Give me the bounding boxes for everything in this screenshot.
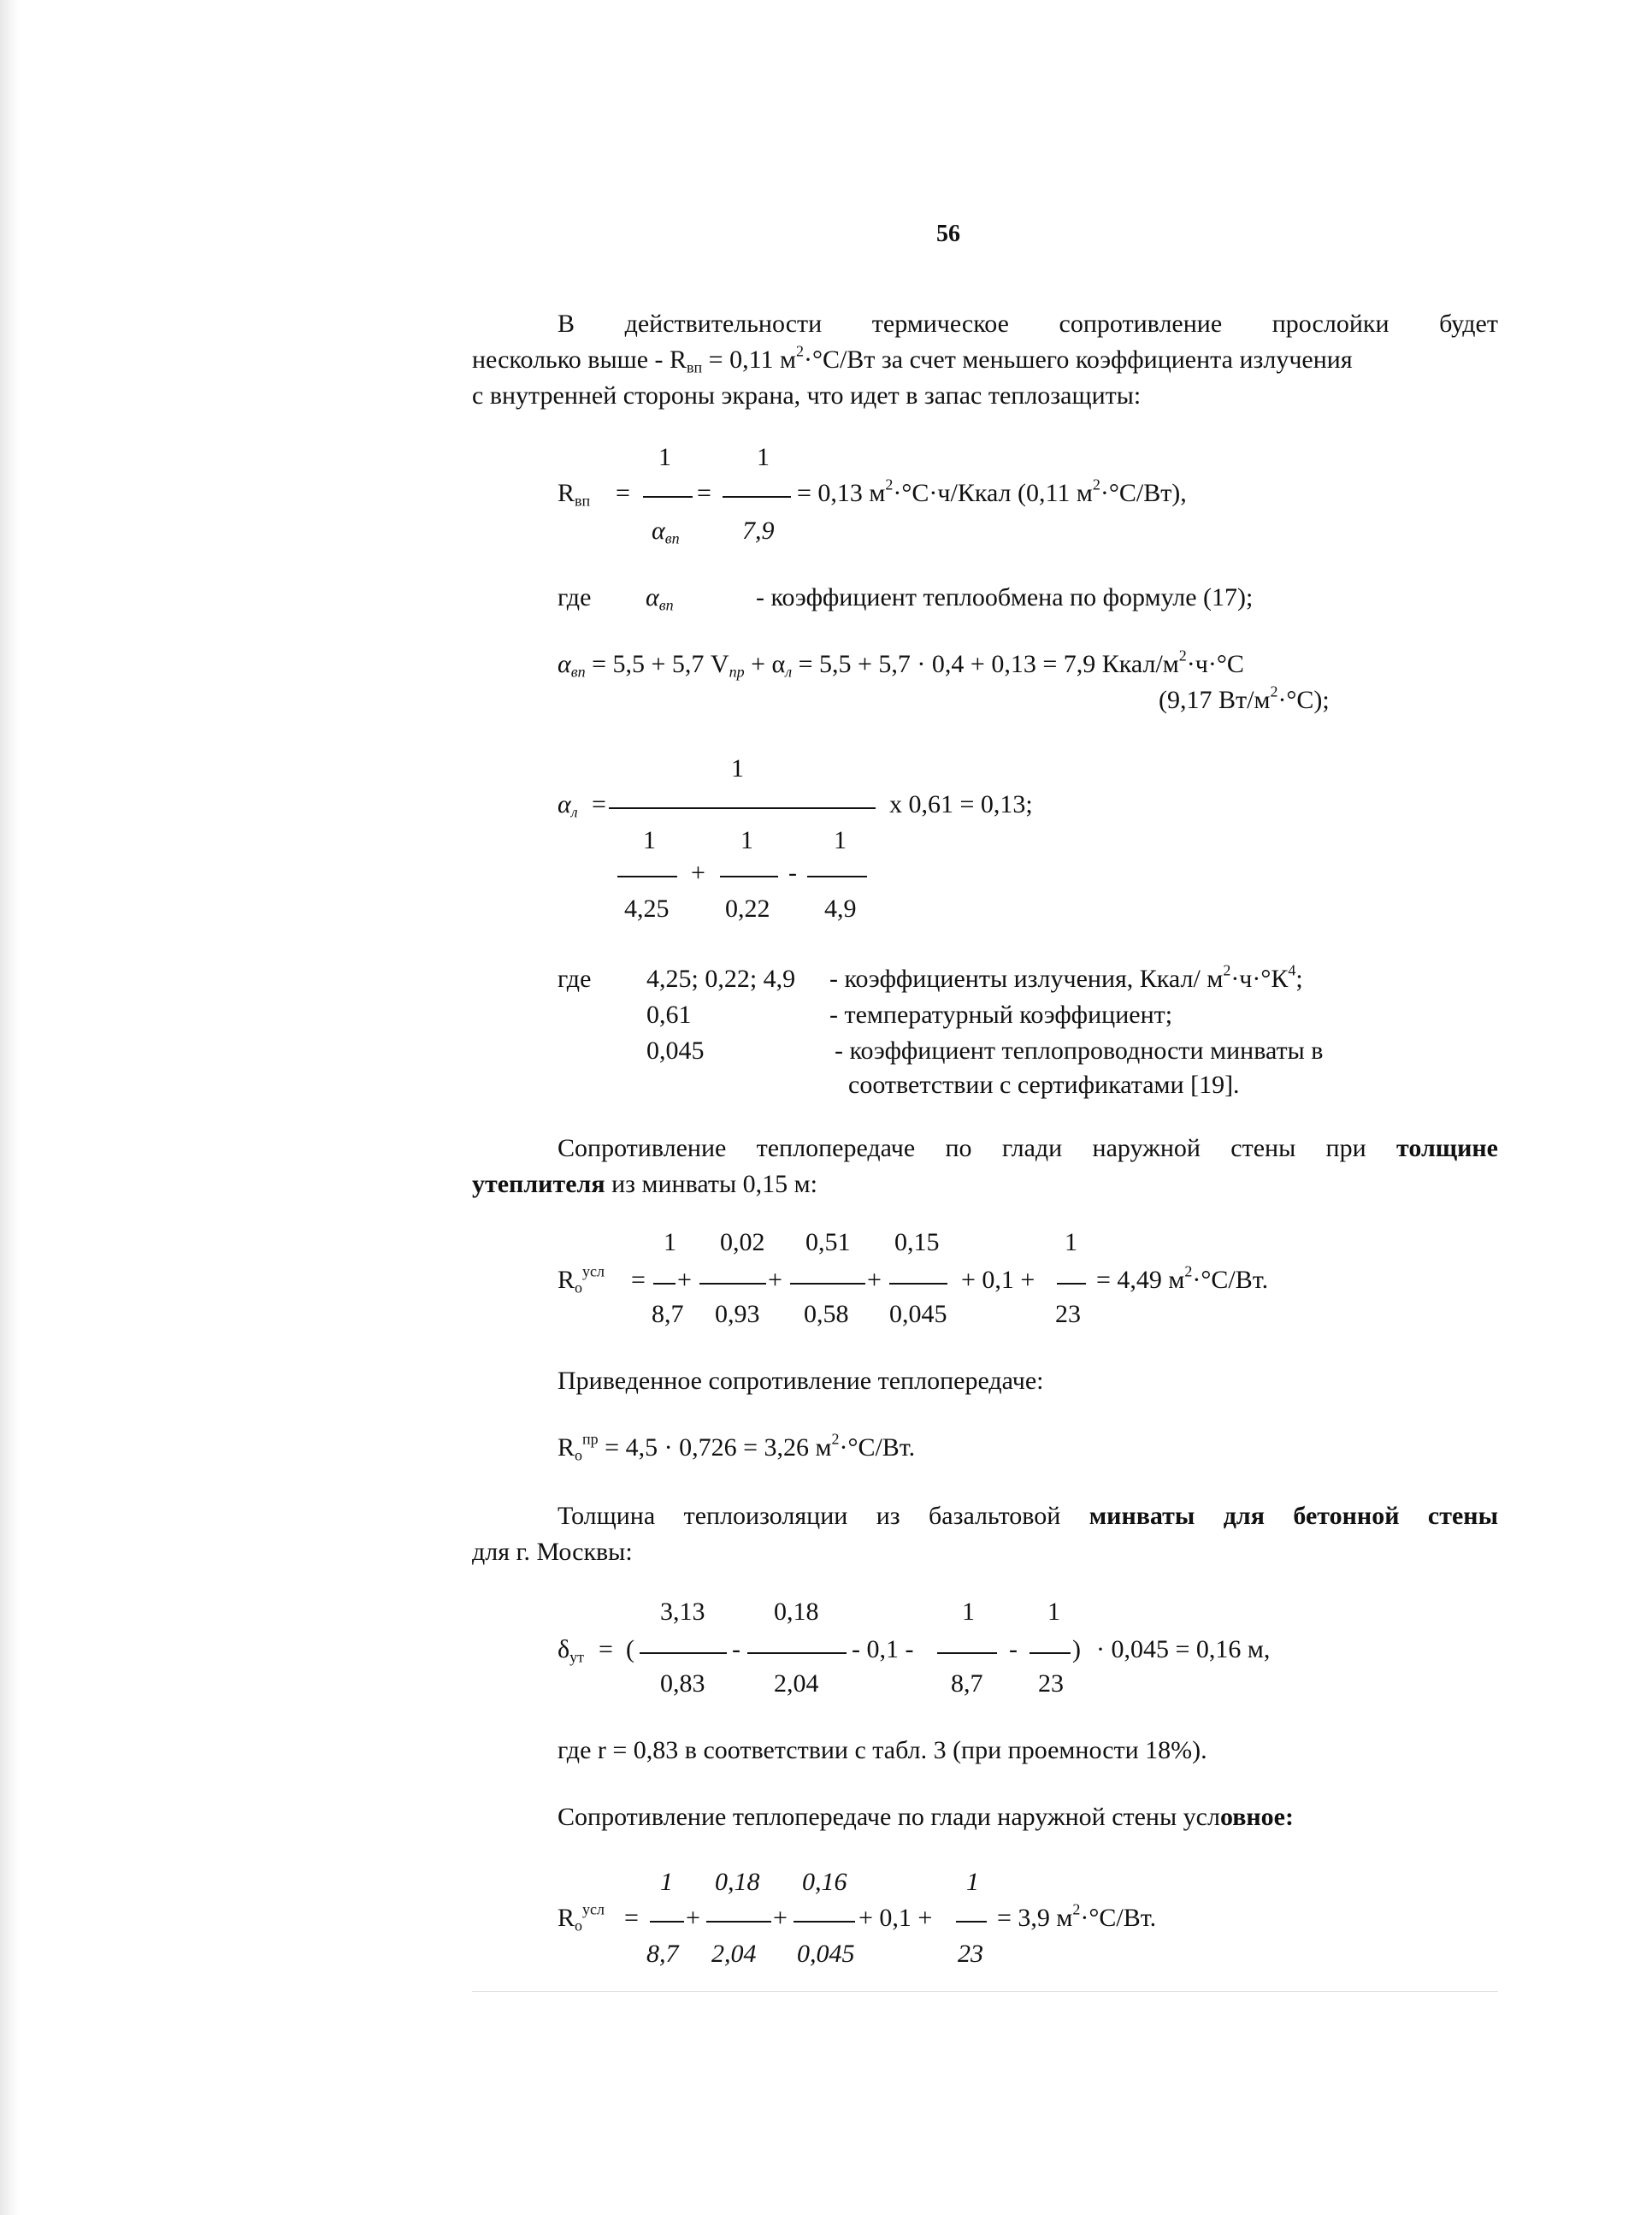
superscript: 2 xyxy=(1092,475,1100,493)
fraction-bar xyxy=(956,1921,987,1923)
eq1-rhs xyxy=(797,475,1187,509)
fraction-bar xyxy=(706,1921,771,1923)
eq-text: = 5,5 + 5,7 V xyxy=(585,650,729,678)
subscript: вп xyxy=(687,358,703,376)
page-divider xyxy=(472,1991,1498,1992)
eq6-denominator: 0,83 xyxy=(660,1669,705,1698)
eq1-denominator-2: 7,9 xyxy=(742,517,775,545)
eq7-denominator: 23 xyxy=(958,1940,983,1968)
symbol-r: R xyxy=(558,1904,575,1932)
eq7-denominator: 2,04 xyxy=(711,1940,757,1968)
eq-text: = 4,5 · 0,726 = 3,26 м xyxy=(598,1433,832,1462)
eq-text: = 3,9 м xyxy=(997,1904,1073,1932)
eq6-numerator: 1 xyxy=(962,1598,975,1626)
para2-line-2 xyxy=(472,1170,817,1200)
superscript: 2 xyxy=(885,475,894,493)
subscript: пр xyxy=(729,663,745,681)
subscript: вп xyxy=(575,492,591,510)
fraction-bar xyxy=(720,876,778,877)
where-row-2: - температурный коэффициент; xyxy=(829,1001,1173,1029)
equals-sign: = xyxy=(592,790,606,818)
symbol-delta: δ xyxy=(558,1635,570,1663)
fraction-bar-main xyxy=(609,807,876,809)
para-text-bold: утеплителя xyxy=(472,1170,605,1198)
eq6-numerator: 1 xyxy=(1047,1598,1060,1626)
fraction-bar xyxy=(889,1283,947,1285)
eq-text: (9,17 Вт/м xyxy=(1159,686,1271,714)
eq6-middle-term: - 0,1 - xyxy=(852,1635,914,1663)
eq-text: ·°С/Вт. xyxy=(1080,1904,1157,1932)
fraction-bar xyxy=(1030,1652,1071,1654)
superscript: 2 xyxy=(795,342,804,360)
eq7-numerator: 1 xyxy=(966,1868,979,1896)
plus-sign: + xyxy=(691,859,705,887)
eq3-rhs: х 0,61 = 0,13; xyxy=(889,790,1033,818)
fraction-bar xyxy=(653,1283,676,1285)
where-symbol: 0,045 xyxy=(646,1037,705,1065)
equals-sign: = xyxy=(616,479,630,507)
superscript: 2 xyxy=(1223,961,1231,979)
eq4-numerator: 0,15 xyxy=(894,1228,940,1256)
eq3-numerator: 1 xyxy=(731,754,744,783)
symbol-alpha: α xyxy=(646,583,659,611)
subscript: л xyxy=(570,803,578,821)
subscript: о xyxy=(575,1279,583,1297)
where-word: где xyxy=(558,583,592,611)
plus-sign: + xyxy=(867,1266,882,1294)
eq3-lhs xyxy=(558,790,578,820)
fraction-bar xyxy=(699,1283,766,1285)
eq7-numerator: 0,18 xyxy=(715,1868,760,1896)
paragraph-reduced-resistance: Приведенное сопротивление теплопередаче: xyxy=(558,1367,1044,1395)
eq6-lhs xyxy=(558,1635,584,1665)
para2-line-1 xyxy=(472,1134,1498,1164)
where-text: - коэффициенты излучения, Ккал/ м xyxy=(829,965,1224,993)
para-text: Сопротивление теплопередаче по глади наружной стены при xyxy=(558,1134,1396,1162)
eq4-lhs xyxy=(558,1262,605,1297)
eq6-denominator: 23 xyxy=(1038,1669,1064,1698)
symbol-r: R xyxy=(558,479,575,507)
eq1-denominator-1 xyxy=(652,517,680,546)
eq-text: = 4,49 м xyxy=(1096,1266,1185,1294)
where-description: - коэффициент теплообмена по формуле (17); xyxy=(756,583,1254,611)
eq3-sub-numerator-3: 1 xyxy=(834,826,847,854)
eq3-denominator-3: 4,9 xyxy=(824,895,857,923)
superscript: пр xyxy=(582,1430,599,1448)
eq-text: ·°С/Вт. xyxy=(1192,1266,1269,1294)
symbol-alpha: α xyxy=(558,650,571,678)
superscript: 4 xyxy=(1288,961,1296,979)
subscript: о xyxy=(575,1917,583,1934)
eq7-middle-term: + 0,1 + xyxy=(858,1904,933,1932)
eq-text: ·°С/Вт), xyxy=(1100,479,1187,507)
where-text: ·ч·°К xyxy=(1230,965,1289,993)
eq6-numerator: 3,13 xyxy=(660,1598,705,1626)
eq4-numerator: 0,02 xyxy=(720,1228,765,1256)
fraction-bar xyxy=(723,496,791,498)
plus-sign: + xyxy=(686,1904,700,1932)
eq4-rhs xyxy=(1096,1262,1269,1296)
intro-line-3: с внутренней стороны экрана, что идет в запас теплозащиты: xyxy=(472,381,1142,410)
page-number: 56 xyxy=(936,221,960,247)
equals-sign: = xyxy=(631,1266,646,1294)
para2-line-1-text xyxy=(472,1134,1498,1164)
minus-sign: - xyxy=(732,1635,740,1663)
equals-sign: = xyxy=(697,479,711,507)
para-text: из минваты 0,15 м: xyxy=(605,1170,817,1198)
fraction-bar xyxy=(937,1652,997,1654)
eq1-lhs xyxy=(558,479,590,509)
subscript: л xyxy=(785,663,793,681)
eq3-denominator-2: 0,22 xyxy=(725,895,770,923)
intro-text: несколько выше - R xyxy=(472,346,687,374)
eq4-denominator: 0,93 xyxy=(715,1300,760,1328)
eq3-sub-numerator-2: 1 xyxy=(740,826,753,854)
symbol-alpha: α xyxy=(652,517,665,545)
eq-text: ·°С/Вт. xyxy=(839,1433,916,1462)
eq-text: = 0,13 м xyxy=(797,479,886,507)
symbol-r: R xyxy=(558,1433,575,1462)
intro-text: ·°С/Вт за счет меньшего коэффициента излучения xyxy=(803,346,1353,374)
where-word: где xyxy=(558,965,592,993)
where-symbol: 4,25; 0,22; 4,9 xyxy=(646,965,796,993)
subscript: вп xyxy=(664,529,680,547)
superscript: 2 xyxy=(1270,682,1278,700)
eq7-denominator: 8,7 xyxy=(646,1940,679,1968)
superscript: усл xyxy=(582,1900,605,1918)
intro-line-2 xyxy=(472,342,1353,376)
eq4-numerator: 0,51 xyxy=(805,1228,851,1256)
plus-sign: + xyxy=(677,1266,692,1294)
para-text-bold: минваты xyxy=(1089,1502,1195,1530)
eq-text: = 5,5 + 5,7 · 0,4 + 0,13 = 7,9 Ккал/м xyxy=(792,650,1179,678)
plus-sign: + xyxy=(768,1266,782,1294)
fraction-bar xyxy=(650,1921,684,1923)
para4-line-2: для г. Москвы: xyxy=(472,1538,633,1566)
para-text-bold: для бетонной стены xyxy=(1223,1502,1498,1530)
minus-sign: - xyxy=(788,859,797,887)
symbol-alpha: α xyxy=(558,790,571,818)
eq4-numerator: 1 xyxy=(664,1228,676,1256)
fraction-bar xyxy=(807,876,867,877)
eq-text: ·°С·ч/Ккал (0,11 м xyxy=(893,479,1093,507)
eq6-denominator: 2,04 xyxy=(774,1669,819,1698)
symbol-r: R xyxy=(558,1266,575,1294)
scan-edge-shadow xyxy=(0,0,19,2215)
eq6-numerator: 0,18 xyxy=(774,1598,819,1626)
para-text-bold: овное: xyxy=(1219,1803,1294,1831)
eq7-rhs xyxy=(997,1900,1157,1934)
eq7-numerator: 0,16 xyxy=(802,1868,847,1896)
para-text: Сопротивление теплопередаче по глади наружной стены усл xyxy=(558,1803,1220,1831)
eq4-denominator: 0,58 xyxy=(804,1300,849,1328)
eq4-middle-term: + 0,1 + xyxy=(961,1266,1035,1294)
para-text-bold: толщине xyxy=(1396,1134,1498,1162)
minus-sign: - xyxy=(1009,1635,1018,1663)
eq-text: + α xyxy=(744,650,786,678)
eq-text: ·°С); xyxy=(1277,686,1330,714)
equation-ro-pr xyxy=(558,1430,916,1464)
paragraph-conditional-resistance xyxy=(558,1803,1294,1833)
eq-text: ·ч·°С xyxy=(1186,650,1244,678)
where-row-1 xyxy=(829,961,1303,995)
subscript: вп xyxy=(658,596,674,614)
where-symbol xyxy=(646,583,674,613)
intro-line-1-text: В действительности термическое сопротивление прослойки будет xyxy=(558,310,1498,338)
eq6-rhs: · 0,045 = 0,16 м, xyxy=(1096,1635,1271,1663)
eq7-denominator: 0,045 xyxy=(797,1940,855,1968)
subscript: ут xyxy=(569,1648,585,1666)
equals-sign: = xyxy=(624,1904,639,1932)
superscript: усл xyxy=(582,1262,605,1280)
fraction-bar xyxy=(794,1921,855,1923)
superscript: 2 xyxy=(1184,1262,1193,1280)
plus-sign: + xyxy=(773,1904,788,1932)
open-paren: ( xyxy=(626,1635,634,1663)
para-text xyxy=(1195,1502,1223,1530)
para-text: Толщина теплоизоляции из базальтовой xyxy=(558,1502,1089,1530)
equals-sign: = xyxy=(599,1635,613,1663)
subscript: вп xyxy=(570,663,586,681)
eq7-lhs xyxy=(558,1900,605,1934)
eq1-numerator-1: 1 xyxy=(658,443,671,471)
eq1-numerator-2: 1 xyxy=(757,443,770,471)
where-symbol: 0,61 xyxy=(646,1001,692,1029)
superscript: 2 xyxy=(1072,1900,1081,1918)
fraction-bar xyxy=(617,876,677,877)
fraction-bar xyxy=(1057,1283,1086,1285)
close-paren: ) xyxy=(1072,1635,1081,1663)
superscript: 2 xyxy=(1178,647,1187,664)
where-r-coefficient: где r = 0,83 в соответствии с табл. 3 (при проемности 18%). xyxy=(558,1736,1207,1764)
eq3-denominator-1: 4,25 xyxy=(624,895,670,923)
where-row-3: - коэффициент теплопроводности минваты в xyxy=(835,1037,1324,1065)
superscript: 2 xyxy=(831,1430,840,1448)
eq4-denominator: 23 xyxy=(1055,1300,1081,1328)
eq3-sub-numerator-1: 1 xyxy=(643,826,656,854)
fraction-bar xyxy=(643,496,693,498)
where-row-3-cont: соответствии с сертификатами [19]. xyxy=(848,1071,1240,1099)
eq6-denominator: 8,7 xyxy=(951,1669,983,1698)
intro-text: = 0,11 м xyxy=(702,346,796,374)
eq4-denominator: 8,7 xyxy=(652,1300,684,1328)
eq4-denominator: 0,045 xyxy=(889,1300,947,1328)
fraction-bar xyxy=(640,1652,727,1654)
eq4-numerator: 1 xyxy=(1065,1228,1077,1256)
intro-line-1 xyxy=(472,310,1498,340)
eq2-line-2 xyxy=(1159,682,1330,716)
para4-line-1 xyxy=(472,1502,1498,1532)
subscript: о xyxy=(575,1446,583,1464)
eq7-numerator: 1 xyxy=(660,1868,673,1896)
where-text: ; xyxy=(1295,965,1303,993)
fraction-bar xyxy=(790,1283,865,1285)
para4-line-1-text xyxy=(472,1502,1498,1532)
fraction-bar xyxy=(747,1652,847,1654)
eq2-line-1 xyxy=(558,647,1244,681)
